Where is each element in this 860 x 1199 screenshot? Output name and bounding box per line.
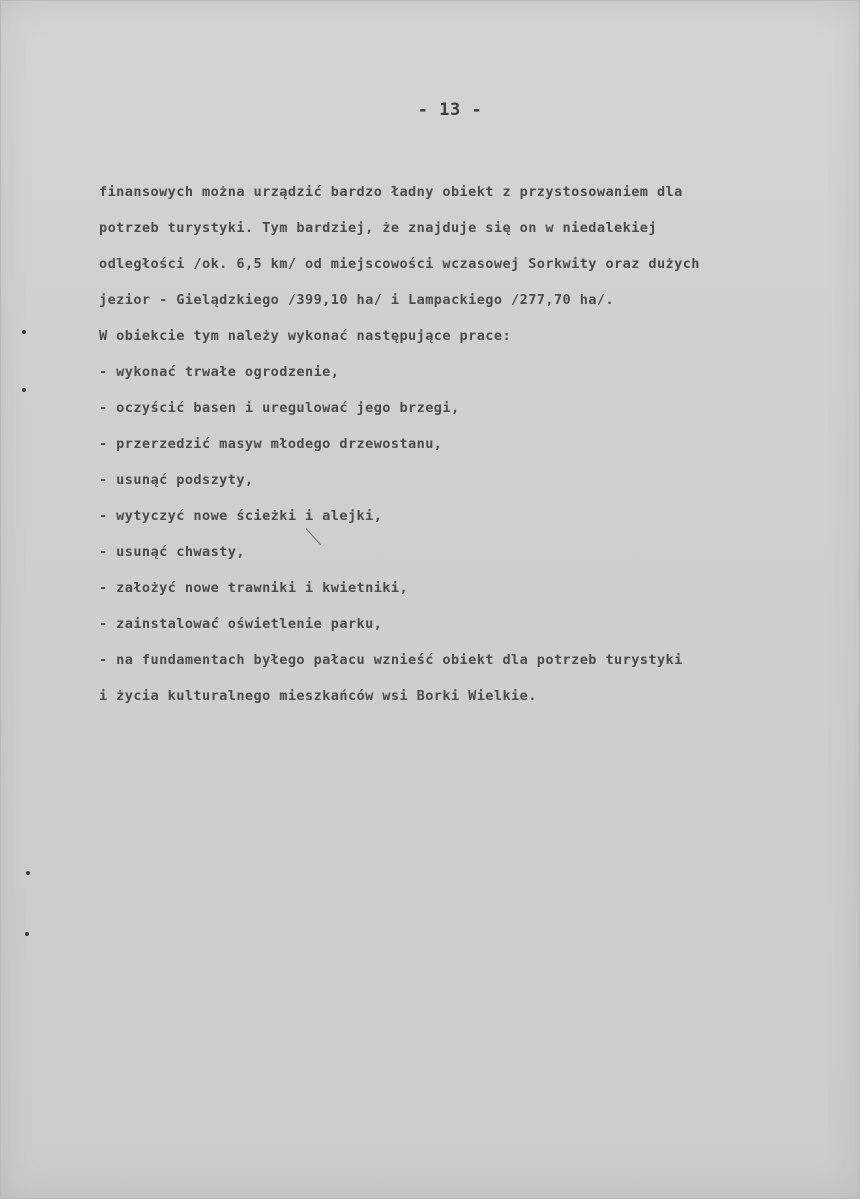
- punch-hole-mark: [22, 388, 26, 392]
- text-line: potrzeb turystyki. Tym bardziej, że znajduje się on w niedalekiej: [99, 220, 657, 236]
- list-item: - usunąć chwasty,: [99, 544, 245, 560]
- text-line: jezior - Gielądzkiego /399,10 ha/ i Lampackiego /277,70 ha/.: [99, 292, 615, 308]
- list-item: - przerzedzić masyw młodego drzewostanu,: [99, 436, 443, 452]
- punch-hole-mark: [22, 330, 26, 334]
- list-item: - wytyczyć nowe ścieżki i alejki,: [99, 508, 383, 524]
- list-item: - usunąć podszyty,: [99, 472, 254, 488]
- list-item: - zainstalować oświetlenie parku,: [99, 616, 383, 632]
- list-item: - na fundamentach byłego pałacu wznieść obiekt dla potrzeb turystyki: [99, 652, 683, 668]
- punch-hole-mark: [26, 871, 30, 875]
- text-line: W obiekcie tym należy wykonać następujące prace:: [99, 328, 512, 344]
- text-line: odległości /ok. 6,5 km/ od miejscowości wczasowej Sorkwity oraz dużych: [99, 256, 700, 272]
- list-item: - założyć nowe trawniki i kwietniki,: [99, 580, 409, 596]
- punch-hole-mark: [25, 932, 29, 936]
- body-text: [99, 181, 834, 721]
- page-number: - 13 -: [417, 100, 483, 120]
- text-line: i życia kulturalnego mieszkańców wsi Borki Wielkie.: [99, 688, 537, 704]
- list-item: - wykonać trwałe ogrodzenie,: [99, 364, 340, 380]
- list-item: - oczyścić basen i uregulować jego brzegi,: [99, 400, 460, 416]
- text-line: finansowych można urządzić bardzo ładny obiekt z przystosowaniem dla: [99, 184, 683, 200]
